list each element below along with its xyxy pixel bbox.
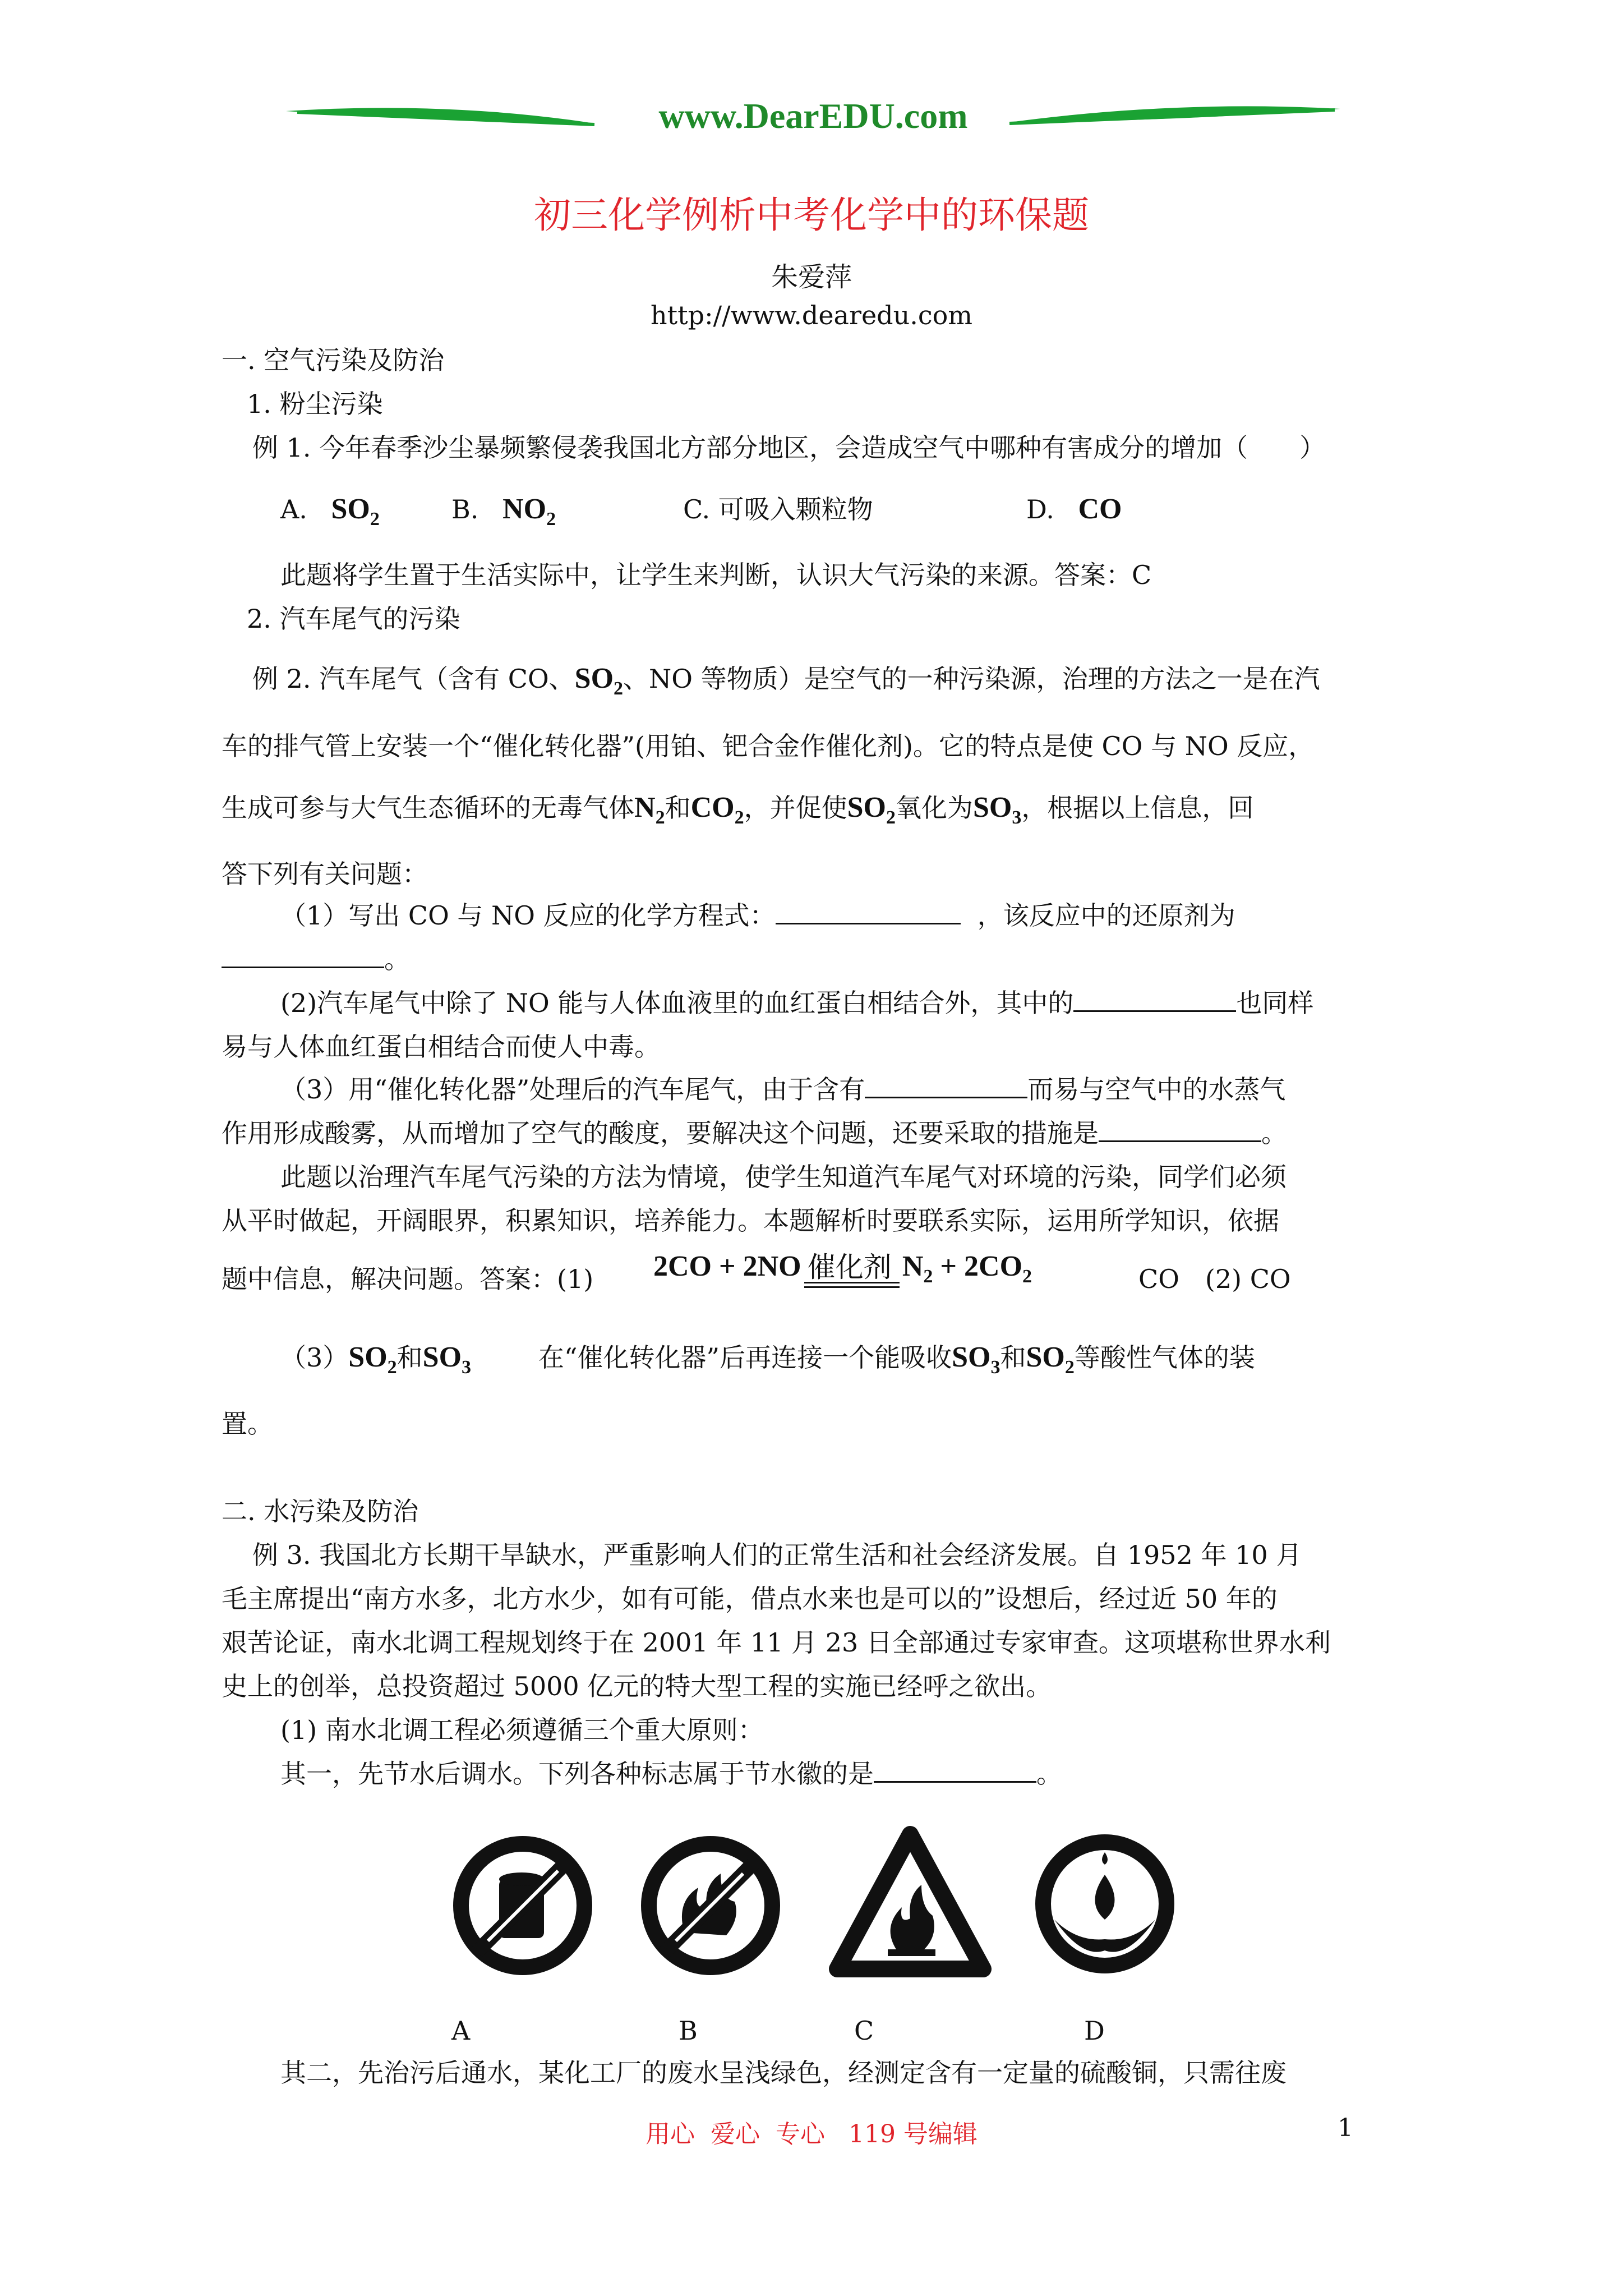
subheading-exhaust: 2. 汽车尾气的污染 (247, 604, 460, 634)
section-heading-1: 一. 空气污染及防治 (222, 345, 445, 375)
answer-blank[interactable] (1099, 1117, 1261, 1142)
analysis-line-4: $(3)SO_2$和$SO_3$ 在“催化转化器”后再连接一个能吸收$SO_3$和$SO_2$等酸性气体的装 (280, 1341, 1255, 1378)
option-a: A. $SO_2$ (280, 493, 380, 530)
principles-intro: (1) 南水北调工程必须遵循三个重大原则： (280, 1715, 764, 1745)
question-3: （3）用“催化转化器”处理后的汽车尾气，由于含有 而易与空气中的水蒸气 (280, 1074, 1286, 1105)
no-oil-barrel-icon (451, 1834, 594, 1977)
example-2-line-1: 例 2. 汽车尾气（含有 CO、$SO_2$、NO 等物质）是空气的一种污染源，治理的方法之一是在汽 (252, 662, 1320, 699)
icon-label-c: C (854, 2016, 874, 2046)
question-1-cont: 。 (222, 942, 410, 976)
example-3-line-2: 毛主席提出“南方水多，北方水少，如有可能，借点水来也是可以的”设想后，经过近 50 年的 (222, 1584, 1278, 1614)
analysis-line-1: 此题以治理汽车尾气污染的方法为情境，使学生知道汽车尾气对环境的污染，同学们必须 (280, 1162, 1287, 1192)
page-title: 初三化学例析中考化学中的环保题 (534, 194, 1089, 237)
no-fire-icon (637, 1834, 785, 1977)
example-2-line-4: 答下列有关问题： (222, 859, 428, 889)
answer-blank[interactable] (222, 943, 384, 968)
icon-label-d: D (1084, 2016, 1105, 2046)
option-d: D. CO (1026, 493, 1122, 525)
icon-label-a: A (451, 2016, 471, 2046)
analysis-line-2: 从平时做起，开阔眼界，积累知识，培养能力。本题解析时要联系实际，运用所学知识，依据 (222, 1205, 1279, 1236)
example-2-line-3: 生成可参与大气生态循环的无毒气体$N_2$和$CO_2$，并促使$SO_2$氧化为$SO_3$，根据以上信息，回 (222, 792, 1254, 828)
example-1-question: 例 1. 今年春季沙尘暴频繁侵袭我国北方部分地区，会造成空气中哪种有害成分的增加（ ） (252, 432, 1326, 463)
analysis-line-5: 置。 (222, 1409, 273, 1439)
chemical-equation: 2CO + 2NO 催化剂 $N_2 + 2CO_2$ (653, 1250, 1032, 1287)
answer-blank[interactable] (865, 1073, 1027, 1098)
icon-label-b: B (679, 2016, 698, 2046)
answer-blank[interactable] (1073, 987, 1236, 1012)
option-b: B. $NO_2$ (451, 493, 556, 530)
subheading-dust: 1. 粉尘污染 (247, 389, 383, 419)
site-logo-text: www.DearEDU.com (658, 96, 968, 136)
principle-2: 其二，先治污后通水，某化工厂的废水呈浅绿色，经测定含有一定量的硫酸铜，只需往废 (280, 2058, 1287, 2088)
example-3-line-1: 例 3. 我国北方长期干旱缺水，严重影响人们的正常生活和社会经济发展。自 1952 年 10 月 (252, 1540, 1302, 1570)
question-1: （1）写出 CO 与 NO 反应的化学方程式： ，该反应中的还原剂为 (280, 900, 1235, 931)
answer-blank[interactable] (874, 1757, 1036, 1783)
question-3-cont: 作用形成酸雾，从而增加了空气的酸度，要解决这个问题，还要采取的措施是 。 (222, 1118, 1287, 1148)
section-heading-2: 二. 水污染及防治 (222, 1496, 419, 1526)
example-2-line-2: 车的排气管上安装一个“催化转化器”(用铂、钯合金作催化剂)。它的特点是使 CO 与 NO 反应， (222, 731, 1315, 761)
answer-co: CO (2) CO (1138, 1264, 1291, 1294)
question-2-cont: 易与人体血红蛋白相结合而使人中毒。 (222, 1032, 660, 1062)
author: 朱爱萍 (771, 261, 852, 293)
footer-motto: 用心 爱心 专心 119 号编辑 (645, 2120, 978, 2148)
option-c: C. 可吸入颗粒物 (683, 494, 873, 524)
example-1-answer: 此题将学生置于生活实际中，让学生来判断，认识大气污染的来源。答案：C (280, 560, 1152, 590)
page-number: 1 (1338, 2114, 1353, 2142)
principle-1: 其一，先节水后调水。下列各种标志属于节水徽的是 。 (280, 1759, 1062, 1789)
example-3-line-4: 史上的创举，总投资超过 5000 亿元的特大型工程的实施已经呼之欲出。 (222, 1671, 1052, 1701)
source-url: http://www.dearedu.com (651, 300, 972, 330)
example-3-line-3: 艰苦论证，南水北调工程规划终于在 2001 年 11 月 23 日全部通过专家审查。这项堪称世界水利 (222, 1627, 1331, 1658)
question-2: (2)汽车尾气中除了 NO 能与人体血液里的血红蛋白相结合外，其中的 也同样 (280, 988, 1314, 1018)
water-saving-icon (1032, 1830, 1178, 1978)
answer-blank[interactable] (776, 899, 961, 924)
analysis-line-3: 题中信息，解决问题。答案：(1) (222, 1264, 594, 1294)
flammable-warning-icon (829, 1823, 992, 1983)
